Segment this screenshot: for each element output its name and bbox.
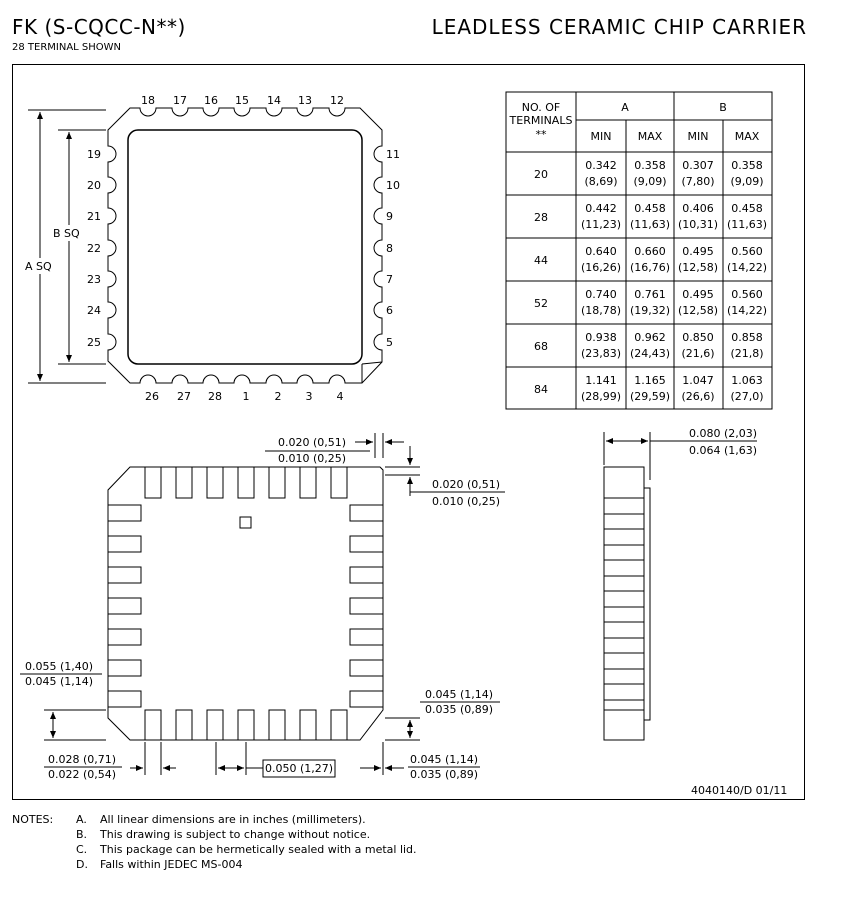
pin-label: 6: [386, 304, 393, 317]
dim-edge-min: 0.035 (0,89): [410, 768, 479, 781]
table-value-mm: (27,0): [730, 390, 764, 403]
table-value-inch: 0.938: [585, 331, 617, 344]
dim-corner-min: 0.045 (1,14): [25, 675, 94, 688]
pin-label: 8: [386, 242, 393, 255]
table-value-inch: 0.458: [731, 202, 763, 215]
pin-label: 9: [386, 210, 393, 223]
note-item: B. This drawing is subject to change without notice.: [76, 828, 371, 841]
pin-label: 15: [235, 94, 249, 107]
pin-label: 1: [242, 390, 250, 403]
pin-label: 11: [386, 148, 400, 161]
side-view-lid: [644, 488, 650, 720]
table-header-b: B: [719, 101, 727, 114]
table-terminal-count: 52: [534, 297, 548, 310]
table-value-inch: 0.740: [585, 288, 617, 301]
table-value-mm: (8,69): [584, 175, 618, 188]
bottom-view-pads-right: [350, 505, 383, 707]
pin-label: 3: [305, 390, 313, 403]
terminal-count-note: 28 TERMINAL SHOWN: [12, 42, 122, 53]
dim-pitch: 0.050 (1,27): [264, 762, 334, 775]
table-value-mm: (11,63): [629, 218, 671, 231]
dim-height-min: 0.064 (1,63): [689, 444, 758, 457]
table-value-inch: 0.761: [634, 288, 666, 301]
table-value-inch: 1.047: [682, 374, 714, 387]
table-value-inch: 0.458: [634, 202, 666, 215]
table-terminal-count: 44: [534, 254, 548, 267]
table-value-mm: (9,09): [730, 175, 764, 188]
table-header: MIN: [590, 130, 612, 143]
dim-pad-end-min: 0.035 (0,89): [425, 703, 494, 716]
dim-pad-width-min: 0.022 (0,54): [48, 768, 117, 781]
pin-label: 4: [336, 390, 344, 403]
table-value-mm: (16,26): [580, 261, 622, 274]
table-terminal-count: 20: [534, 168, 548, 181]
table-value-inch: 0.560: [731, 288, 763, 301]
table-value-mm: (12,58): [677, 261, 719, 274]
pin-label: 25: [87, 336, 101, 349]
top-view-cavity: [128, 130, 362, 364]
pin-label: 16: [204, 94, 218, 107]
table-header: MAX: [734, 130, 760, 143]
table-value-inch: 0.660: [634, 245, 666, 258]
package-designator: FK (S-CQCC-N**): [12, 15, 186, 39]
pin-label: 5: [386, 336, 393, 349]
pin-label: 18: [141, 94, 155, 107]
dim-edge-max: 0.045 (1,14): [410, 753, 479, 766]
dim-pad-gap-max: 0.020 (0,51): [278, 436, 347, 449]
pin-label: 27: [177, 390, 191, 403]
pin-label: 23: [87, 273, 101, 286]
pin1-index-marker: [240, 517, 251, 528]
table-value-inch: 0.560: [731, 245, 763, 258]
pin-label: 26: [145, 390, 159, 403]
table-terminal-count: 84: [534, 383, 548, 396]
table-value-mm: (7,80): [681, 175, 715, 188]
table-value-inch: 0.858: [731, 331, 763, 344]
table-value-inch: 1.141: [585, 374, 617, 387]
label-a-sq: A SQ: [25, 260, 52, 273]
table-value-mm: (14,22): [726, 261, 768, 274]
table-value-inch: 1.165: [634, 374, 666, 387]
notes-label: NOTES:: [12, 813, 54, 826]
dim-pad-end-max: 0.045 (1,14): [425, 688, 494, 701]
dim-pad-length-max: 0.020 (0,51): [432, 478, 501, 491]
pin-label: 20: [87, 179, 101, 192]
dim-pad-length-min: 0.010 (0,25): [432, 495, 501, 508]
table-value-mm: (29,59): [629, 390, 671, 403]
pin-label: 22: [87, 242, 101, 255]
pin-label: 17: [173, 94, 187, 107]
dim-pad-gap-min: 0.010 (0,25): [278, 452, 347, 465]
pin-label: 13: [298, 94, 312, 107]
table-value-mm: (28,99): [580, 390, 622, 403]
table-value-mm: (16,76): [629, 261, 671, 274]
table-value-inch: 0.307: [682, 159, 714, 172]
bottom-view-pads-bottom: [145, 710, 347, 740]
note-item: D. Falls within JEDEC MS-004: [76, 858, 243, 871]
pin-label: 19: [87, 148, 101, 161]
pin-label: 28: [208, 390, 222, 403]
table-header: **: [535, 128, 547, 141]
bottom-view-outline: [108, 467, 383, 740]
table-value-mm: (14,22): [726, 304, 768, 317]
dim-height-max: 0.080 (2,03): [689, 427, 758, 440]
bottom-view-pads-top: [145, 467, 347, 498]
table-header: TERMINALS: [509, 114, 573, 127]
pin-label: 21: [87, 210, 101, 223]
dim-pad-width-max: 0.028 (0,71): [48, 753, 117, 766]
label-b-sq: B SQ: [53, 227, 80, 240]
pin-label: 2: [274, 390, 282, 403]
table-value-mm: (9,09): [633, 175, 667, 188]
table-value-inch: 0.495: [682, 245, 714, 258]
table-value-inch: 0.442: [585, 202, 617, 215]
table-value-inch: 0.850: [682, 331, 714, 344]
table-value-mm: (11,63): [726, 218, 768, 231]
table-value-inch: 0.406: [682, 202, 714, 215]
top-view: [28, 108, 382, 383]
table-terminal-count: 28: [534, 211, 548, 224]
table-value-mm: (19,32): [629, 304, 671, 317]
bottom-view-pads-left: [108, 505, 141, 707]
table-value-inch: 0.342: [585, 159, 617, 172]
table-value-mm: (10,31): [677, 218, 719, 231]
table-value-inch: 0.640: [585, 245, 617, 258]
pin-label: 14: [267, 94, 281, 107]
table-value-mm: (21,6): [681, 347, 715, 360]
side-view: [604, 432, 757, 740]
pin-label: 24: [87, 304, 101, 317]
table-header: MIN: [687, 130, 709, 143]
table-value-mm: (26,6): [681, 390, 715, 403]
pin-label: 12: [330, 94, 344, 107]
top-view-outline: [108, 108, 382, 383]
table-header: MAX: [637, 130, 663, 143]
table-value-mm: (11,23): [580, 218, 622, 231]
table-value-mm: (23,83): [580, 347, 622, 360]
drawing-number: 4040140/D 01/11: [691, 784, 788, 797]
package-title: LEADLESS CERAMIC CHIP CARRIER: [431, 15, 807, 39]
note-item: A. All linear dimensions are in inches (millimeters).: [76, 813, 366, 826]
table-value-mm: (24,43): [629, 347, 671, 360]
table-header-a: A: [621, 101, 629, 114]
dim-corner-max: 0.055 (1,40): [25, 660, 94, 673]
table-header: NO. OF: [521, 101, 561, 114]
pin-label: 10: [386, 179, 400, 192]
table-value-inch: 0.495: [682, 288, 714, 301]
table-value-inch: 0.358: [731, 159, 763, 172]
table-value-inch: 0.358: [634, 159, 666, 172]
side-view-body: [604, 467, 644, 740]
table-value-inch: 1.063: [731, 374, 763, 387]
note-item: C. This package can be hermetically sealed with a metal lid.: [76, 843, 417, 856]
table-value-inch: 0.962: [634, 331, 666, 344]
table-value-mm: (18,78): [580, 304, 622, 317]
pin-label: 7: [386, 273, 393, 286]
table-value-mm: (21,8): [730, 347, 764, 360]
table-value-mm: (12,58): [677, 304, 719, 317]
table-terminal-count: 68: [534, 340, 548, 353]
side-view-terminals: [604, 498, 644, 710]
